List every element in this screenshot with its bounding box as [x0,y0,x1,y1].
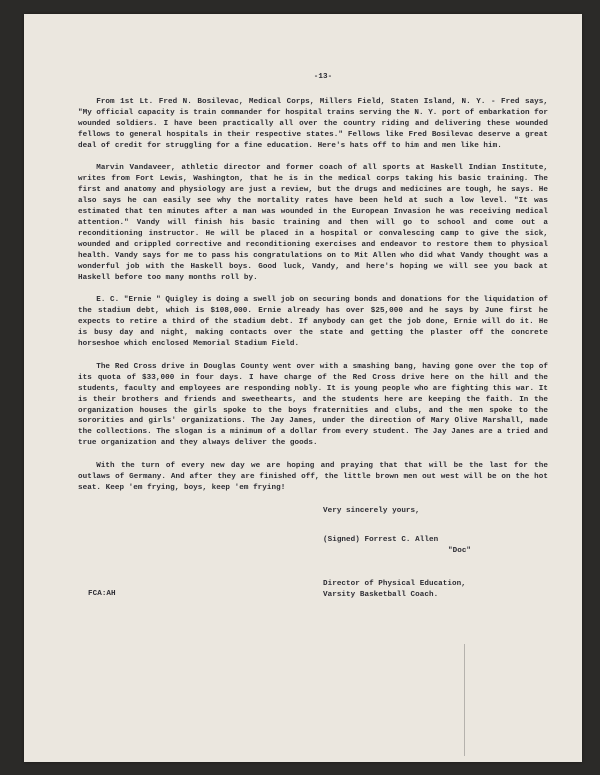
letter-page [24,14,582,762]
paragraph-closing-remarks: With the turn of every new day we are hoping and praying that that will be the last for the outlaws of Germany. And after they are finished off, the little brown men out west will be on the hot seat. Keep 'em frying, boys, keep 'em frying! [78,462,548,492]
paragraph-bosilevac: From 1st Lt. Fred N. Bosilevac, Medical Corps, Millers Field, Staten Island, N. Y. - Fred says, "My official capacity is train commander for hospital trains serving the N. Y. port of embarkation for wounded soldiers. I have been practically all over the country riding and delivering these wounded fellows to general hospitals in their respective states." Fellows like Fred Bosilevac deserve a great deal of credit for struggling for a fine education. Here's hats off to him and men like him. [78,97,548,150]
page-number: -13- [313,73,333,81]
complimentary-close: Very sincerely yours, [323,506,420,515]
paper-crease [464,644,465,756]
signature-nickname: "Doc" [448,546,472,555]
reference-initials: FCA:AH [88,589,116,598]
signer-title-line-1: Director of Physical Education, [323,579,466,588]
paragraph-vandaveer: Marvin Vandaveer, athletic director and former coach of all sports at Haskell Indian Institute, writes from Fort Lewis, Washington, that he is in the medical corps taking his basic training. The first and anatomy and physiology are just a review, but the drugs and medicines are tough, he says. He also says he can easily see why the mortality rates have been held at such a low level. "It was estimated that ten minutes after a man was wounded in the European Invasion he was receiving medical attention." Vandy will finish his basic training and then will go to school and come out a reconditioning instructor. He will be placed in a hospital or convalescing camp to give the sick, wounded and crippled corrective and reconditioning exercises and endeavor to restore them to physical health. Vandy says for me to pass his congratulations on to Mit Allen who did what Vandy thought was a wonderful job with the Haskell boys. Good luck, Vandy, and here's hoping we will see you back at Haskell before too many months roll by. [78,164,548,282]
letter-body [78,72,548,619]
paragraph-red-cross: The Red Cross drive in Douglas County went over with a smashing bang, having gone over the top of its quota of $33,000 in four days. I have charge of the Red Cross drive here on the hill and the students, faculty and employees are responding nobly. It is young people who are fighting this war. It is their brothers and friends and sweethearts, and the students here are keeping the faith. In the organization houses the girls spoke to the boys fraternities and clubs, and the men spoke to the sororities and girls' organizations. The Jay James, under the direction of Mary Olive Marshall, made the collections. The slogan is a minimum of a dollar from every student. The Jay Janes are a tried and true organization and they always deliver the goods. [78,362,548,448]
signer-title [323,579,466,601]
signature-line: (Signed) Forrest C. Allen [323,535,439,544]
paragraph-quigley: E. C. "Ernie " Quigley is doing a swell job on securing bonds and donations for the liquidation of the stadium debt, which is $108,000. Ernie already has over $25,000 and he says by June first he expects to retire a third of the stadium debt. If anybody can get the job done, Ernie will do it. He is busy day and night, making contacts over the state and getting the plaster off the concrete horseshoe which enclosed Memorial Stadium Field. [78,296,548,349]
signer-title-line-2: Varsity Basketball Coach. [323,590,439,599]
signature-block [78,579,548,619]
